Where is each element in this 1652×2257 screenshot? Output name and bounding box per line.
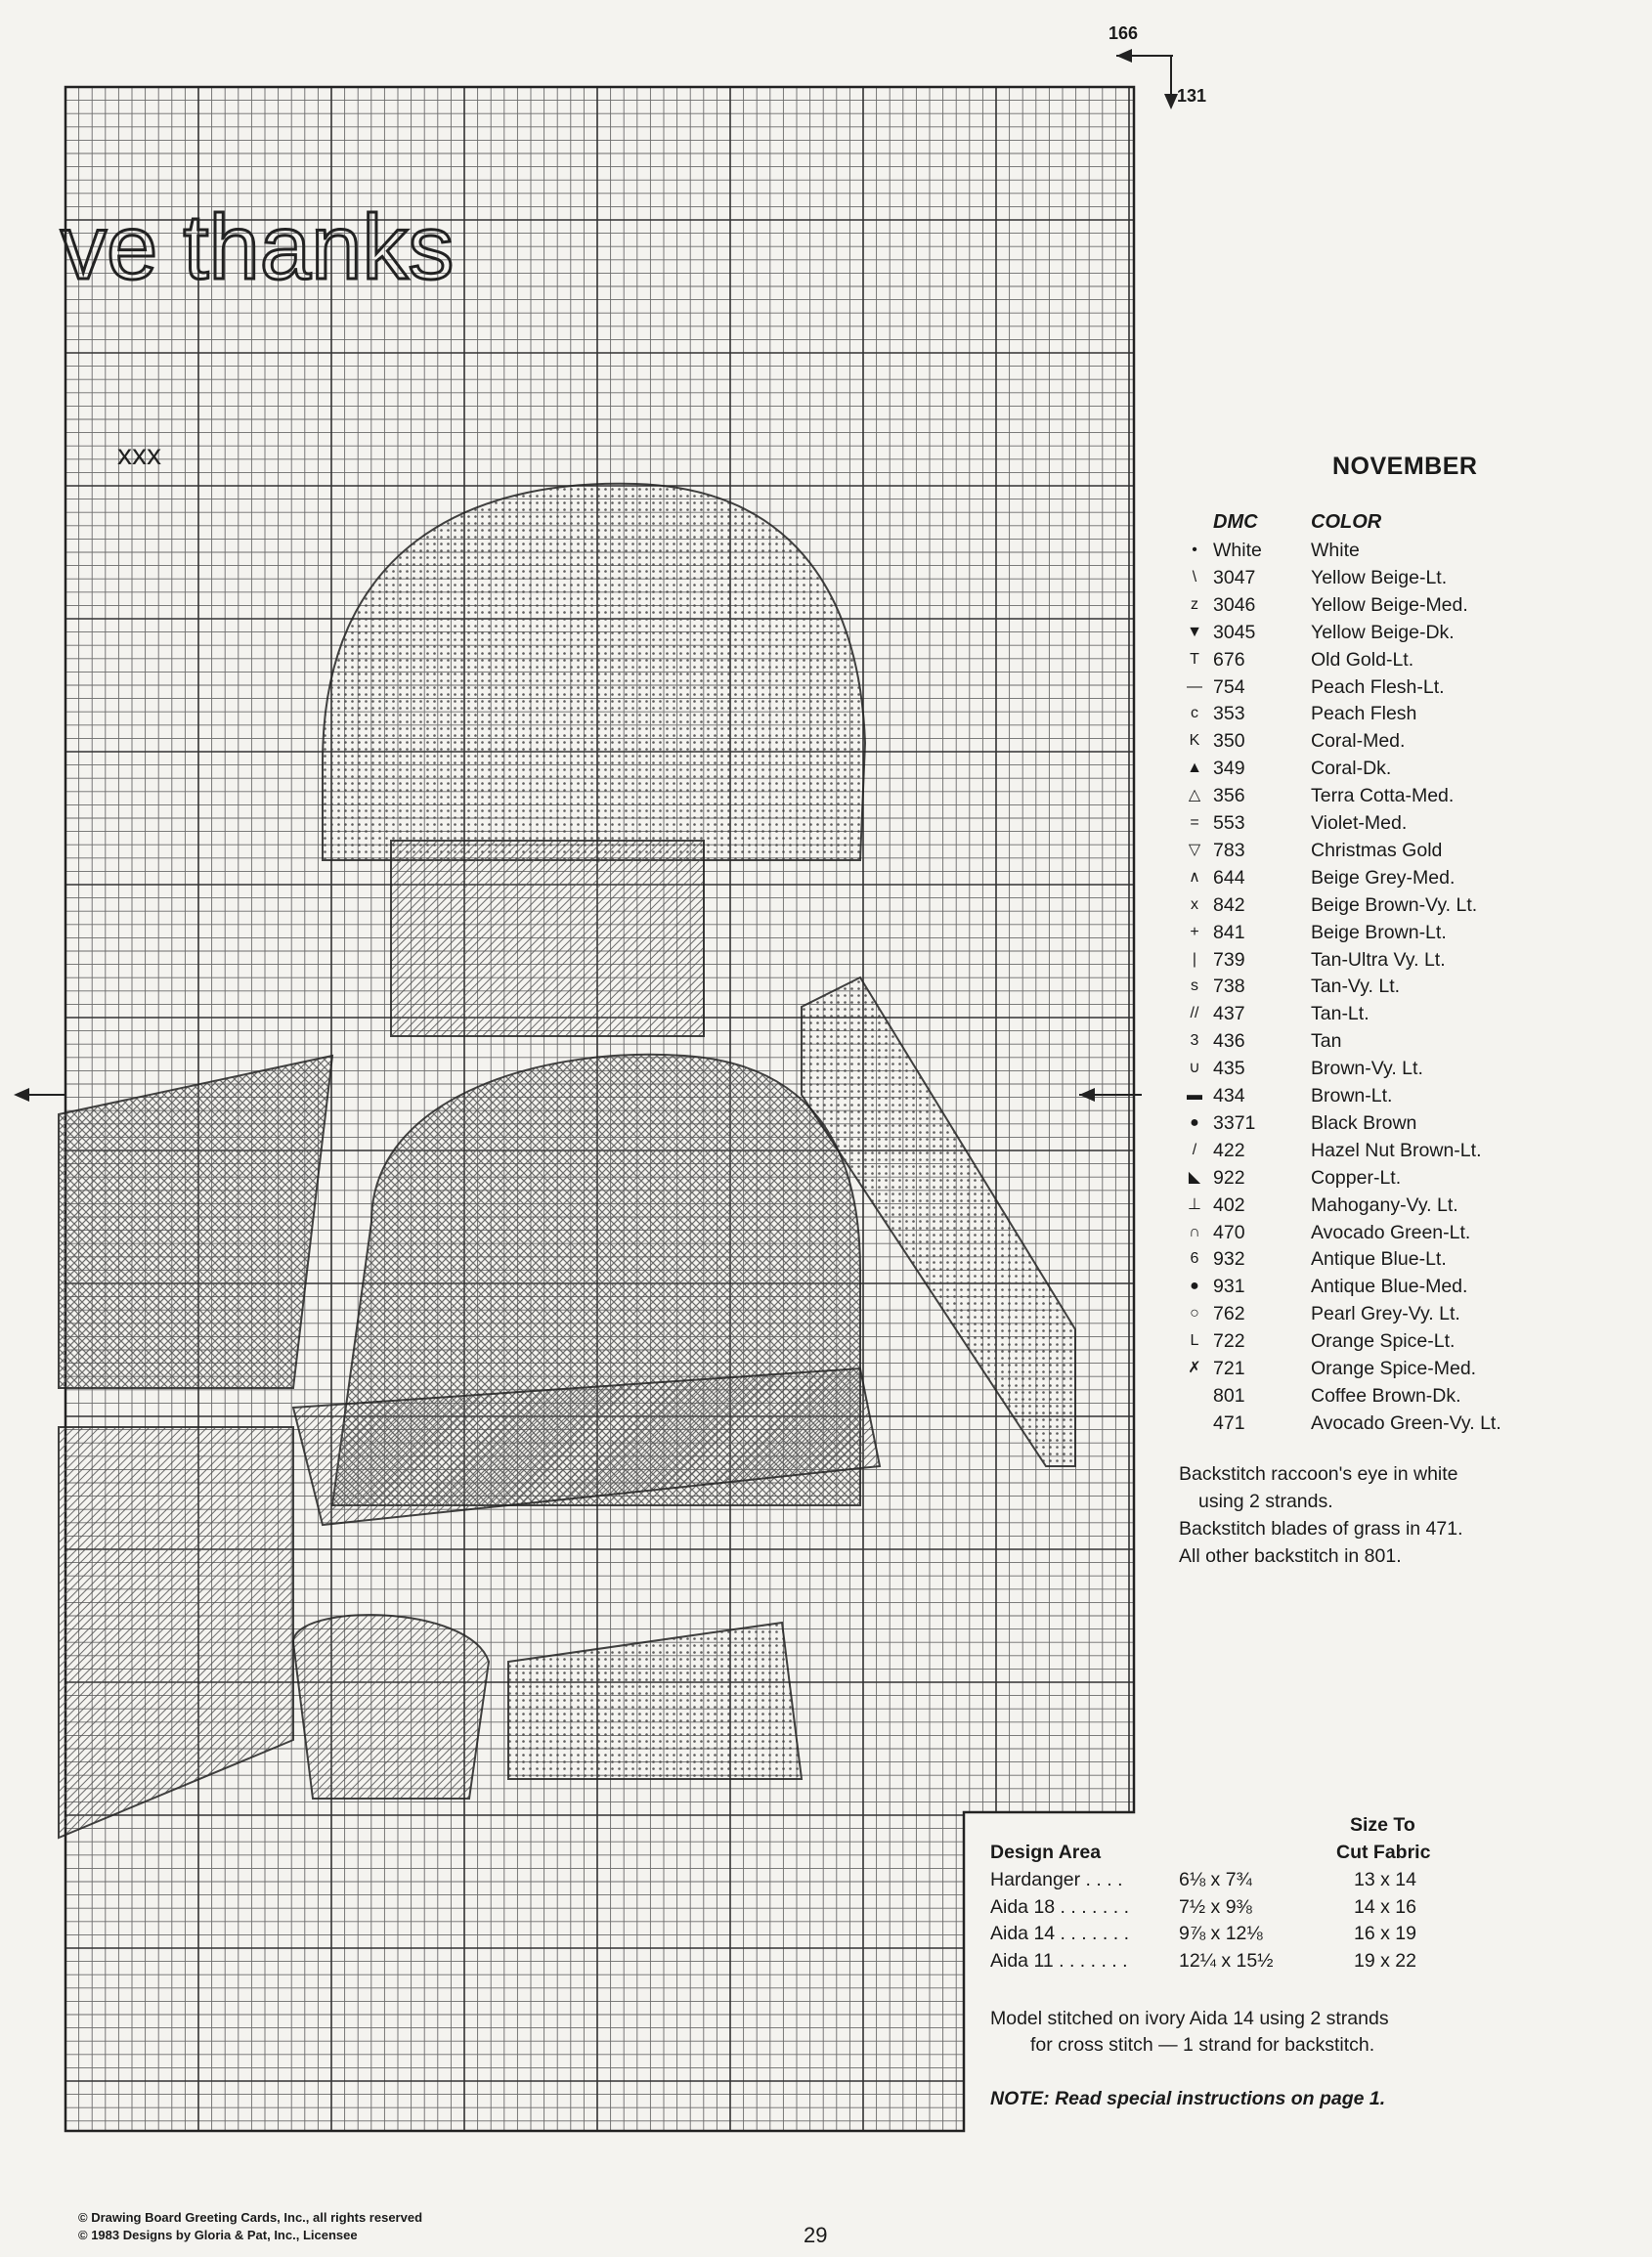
dmc-number: 553	[1213, 812, 1245, 834]
dmc-number: 721	[1213, 1358, 1245, 1379]
stitch-symbol-icon: ∩	[1189, 1223, 1200, 1240]
pumpkin	[293, 1615, 489, 1799]
design-area: 7½ x 9⅜	[1179, 1895, 1252, 1918]
center-arrow-right	[1079, 1088, 1142, 1102]
color-name: Christmas Gold	[1311, 839, 1443, 861]
dmc-number: 437	[1213, 1003, 1245, 1025]
dmc-number: 676	[1213, 648, 1245, 671]
color-name: Orange Spice-Med.	[1311, 1358, 1477, 1379]
model-note	[990, 2006, 1389, 2059]
color-name: Beige Brown-Lt.	[1311, 921, 1447, 943]
dmc-number: 842	[1213, 893, 1245, 916]
stitch-symbol-icon: 3	[1190, 1032, 1199, 1050]
color-name: Brown-Vy. Lt.	[1311, 1058, 1423, 1080]
fabric-name: Aida 11 . . . . . . .	[990, 1949, 1128, 1972]
dmc-number: 644	[1213, 866, 1245, 889]
dmc-number: 738	[1213, 976, 1245, 998]
dmc-number: 754	[1213, 675, 1245, 698]
chart-phrase: ve thanks	[61, 195, 455, 298]
legend-col-color: COLOR	[1311, 511, 1382, 533]
dmc-number: 471	[1213, 1411, 1245, 1434]
model-note-line: for cross stitch — 1 strand for backstitch.	[1030, 2034, 1375, 2056]
dmc-number: 3045	[1213, 621, 1256, 643]
stitch-symbol-icon: L	[1190, 1332, 1199, 1350]
page-number: 29	[804, 2223, 828, 2247]
color-name: Hazel Nut Brown-Lt.	[1311, 1139, 1482, 1161]
dmc-number: 922	[1213, 1166, 1245, 1189]
stitch-symbol-icon: |	[1192, 950, 1197, 968]
color-name: Old Gold-Lt.	[1311, 648, 1414, 671]
dmc-number: 470	[1213, 1221, 1245, 1243]
chart-letters: xxx	[117, 439, 161, 471]
color-name: Black Brown	[1311, 1111, 1417, 1134]
chart-motif	[59, 484, 1075, 1838]
design-area: 6⅛ x 7¾	[1179, 1869, 1252, 1890]
dmc-number: 762	[1213, 1303, 1245, 1325]
stitch-symbol-icon: ∧	[1189, 868, 1200, 886]
stitch-symbol-icon: ▲	[1187, 760, 1202, 777]
color-name: Beige Brown-Vy. Lt.	[1311, 893, 1478, 916]
color-name: Antique Blue-Med.	[1311, 1276, 1468, 1298]
size-row	[990, 1869, 1459, 1895]
color-name: Coral-Med.	[1311, 730, 1406, 753]
dmc-number: 353	[1213, 703, 1245, 725]
stitch-symbol-icon: ✗	[1188, 1360, 1201, 1376]
size-head-left: Design Area	[990, 1842, 1102, 1863]
backstitch-notes	[1179, 1460, 1463, 1570]
size-head-right-2: Cut Fabric	[1336, 1842, 1431, 1863]
dmc-number: 356	[1213, 785, 1245, 807]
note-line: All other backstitch in 801.	[1179, 1545, 1402, 1567]
design-area: 9⅞ x 12⅛	[1179, 1923, 1263, 1944]
color-name: Yellow Beige-Dk.	[1311, 621, 1455, 643]
dmc-number: 801	[1213, 1384, 1245, 1407]
stitch-symbol-icon: ▬	[1187, 1087, 1202, 1104]
color-name: Peach Flesh-Lt.	[1311, 675, 1445, 698]
cut-size: 16 x 19	[1354, 1923, 1416, 1944]
color-name: Avocado Green-Lt.	[1311, 1221, 1471, 1243]
dmc-number: 436	[1213, 1030, 1245, 1053]
stitch-symbol-icon: K	[1189, 732, 1200, 750]
color-name: Copper-Lt.	[1311, 1166, 1402, 1189]
cut-size: 19 x 22	[1354, 1949, 1416, 1972]
design-area: 12¼ x 15½	[1179, 1949, 1274, 1972]
child-face	[391, 841, 704, 1036]
stitch-symbol-icon: ●	[1190, 1113, 1199, 1131]
dmc-number: 350	[1213, 730, 1245, 753]
fabric-name: Aida 14 . . . . . . .	[990, 1923, 1129, 1944]
note-line: Backstitch raccoon's eye in white	[1179, 1463, 1458, 1485]
size-row	[990, 1950, 1459, 1976]
dmc-number: 422	[1213, 1139, 1245, 1161]
dmc-number: 841	[1213, 921, 1245, 943]
stitch-symbol-icon: ◣	[1188, 1168, 1201, 1186]
stitch-symbol-icon: x	[1191, 895, 1198, 913]
dmc-number: 434	[1213, 1085, 1245, 1107]
dmc-number: 435	[1213, 1058, 1245, 1080]
dmc-number: 783	[1213, 839, 1245, 861]
size-head-right-1: Size To	[1350, 1814, 1415, 1836]
autumn-leaves	[59, 1056, 332, 1388]
stitch-symbol-icon: ▽	[1188, 841, 1201, 858]
center-arrow-left	[14, 1088, 65, 1102]
legend-col-dmc: DMC	[1213, 511, 1258, 533]
stitch-symbol-icon: ●	[1190, 1278, 1199, 1295]
stitch-symbol-icon: ⊥	[1188, 1195, 1201, 1213]
color-name: Violet-Med.	[1311, 812, 1408, 834]
color-name: Coffee Brown-Dk.	[1311, 1384, 1461, 1407]
color-name: Coral-Dk.	[1311, 758, 1392, 780]
color-name: Mahogany-Vy. Lt.	[1311, 1194, 1458, 1216]
footer-line: © Drawing Board Greeting Cards, Inc., all rights reserved	[78, 2210, 423, 2225]
stitch-symbol-icon: ○	[1190, 1305, 1199, 1323]
cut-size: 14 x 16	[1354, 1895, 1416, 1918]
color-name: Tan-Vy. Lt.	[1311, 976, 1401, 998]
dmc-number: 3046	[1213, 593, 1256, 616]
fabric-name: Hardanger . . . .	[990, 1869, 1123, 1890]
dmc-number: 932	[1213, 1248, 1245, 1271]
color-name: Tan-Lt.	[1311, 1003, 1369, 1025]
stitch-symbol-icon: ▼	[1187, 623, 1202, 640]
stitch-symbol-icon: 6	[1190, 1250, 1199, 1268]
note-line: using 2 strands.	[1198, 1491, 1333, 1512]
kitten	[508, 1623, 802, 1779]
stitch-symbol-icon: s	[1191, 977, 1198, 995]
stitch-symbol-icon: /	[1192, 1141, 1197, 1158]
corner-marker-right: 131	[1177, 86, 1207, 106]
size-row	[990, 1896, 1459, 1923]
stitch-symbol-icon: T	[1190, 650, 1199, 668]
stitch-symbol-icon: ∪	[1189, 1060, 1200, 1077]
stitch-symbol-icon: z	[1191, 595, 1198, 613]
fabric-name: Aida 18 . . . . . . .	[990, 1895, 1129, 1918]
color-name: Yellow Beige-Lt.	[1311, 566, 1448, 588]
color-name: Terra Cotta-Med.	[1311, 785, 1455, 807]
color-name: Beige Grey-Med.	[1311, 866, 1456, 889]
color-name: White	[1311, 540, 1360, 561]
color-name: Brown-Lt.	[1311, 1085, 1393, 1107]
color-name: Yellow Beige-Med.	[1311, 593, 1468, 616]
color-name: Tan-Ultra Vy. Lt.	[1311, 948, 1446, 971]
footer-copyright	[78, 2209, 422, 2244]
stitch-symbol-icon: //	[1190, 1005, 1199, 1022]
stitch-symbol-icon: —	[1187, 677, 1202, 695]
footer-line: © 1983 Designs by Gloria & Pat, Inc., Licensee	[78, 2228, 358, 2242]
dmc-number: 402	[1213, 1194, 1245, 1216]
stitch-symbol-icon: =	[1190, 814, 1199, 831]
dmc-number: 3047	[1213, 566, 1256, 588]
color-name: Tan	[1311, 1030, 1342, 1053]
color-name: Avocado Green-Vy. Lt.	[1311, 1411, 1501, 1434]
legend-title: NOVEMBER	[1332, 453, 1478, 480]
model-note-line: Model stitched on ivory Aida 14 using 2 strands	[990, 2008, 1389, 2029]
cut-size: 13 x 14	[1354, 1869, 1416, 1890]
stitch-symbol-icon: c	[1191, 705, 1198, 722]
stitch-symbol-icon: •	[1192, 542, 1197, 558]
dmc-number: 931	[1213, 1276, 1245, 1298]
raccoon-body	[59, 1427, 293, 1838]
note-line: Backstitch blades of grass in 471.	[1179, 1518, 1463, 1540]
stitch-symbol-icon: \	[1192, 568, 1197, 586]
size-row	[990, 1923, 1459, 1949]
dmc-number: 722	[1213, 1330, 1245, 1353]
dmc-number: 3371	[1213, 1111, 1256, 1134]
color-name: Antique Blue-Lt.	[1311, 1248, 1447, 1271]
dmc-number: 739	[1213, 948, 1245, 971]
color-name: Orange Spice-Lt.	[1311, 1330, 1456, 1353]
stitch-symbol-icon: △	[1188, 787, 1201, 804]
corner-marker-top: 166	[1109, 23, 1139, 43]
child-hat	[323, 484, 865, 860]
special-note: NOTE: Read special instructions on page 1.	[990, 2088, 1386, 2109]
color-name: Peach Flesh	[1311, 703, 1417, 725]
dmc-number: 349	[1213, 758, 1245, 780]
stitch-symbol-icon: +	[1190, 923, 1199, 940]
color-name: Pearl Grey-Vy. Lt.	[1311, 1303, 1460, 1325]
dmc-number: White	[1213, 540, 1262, 561]
